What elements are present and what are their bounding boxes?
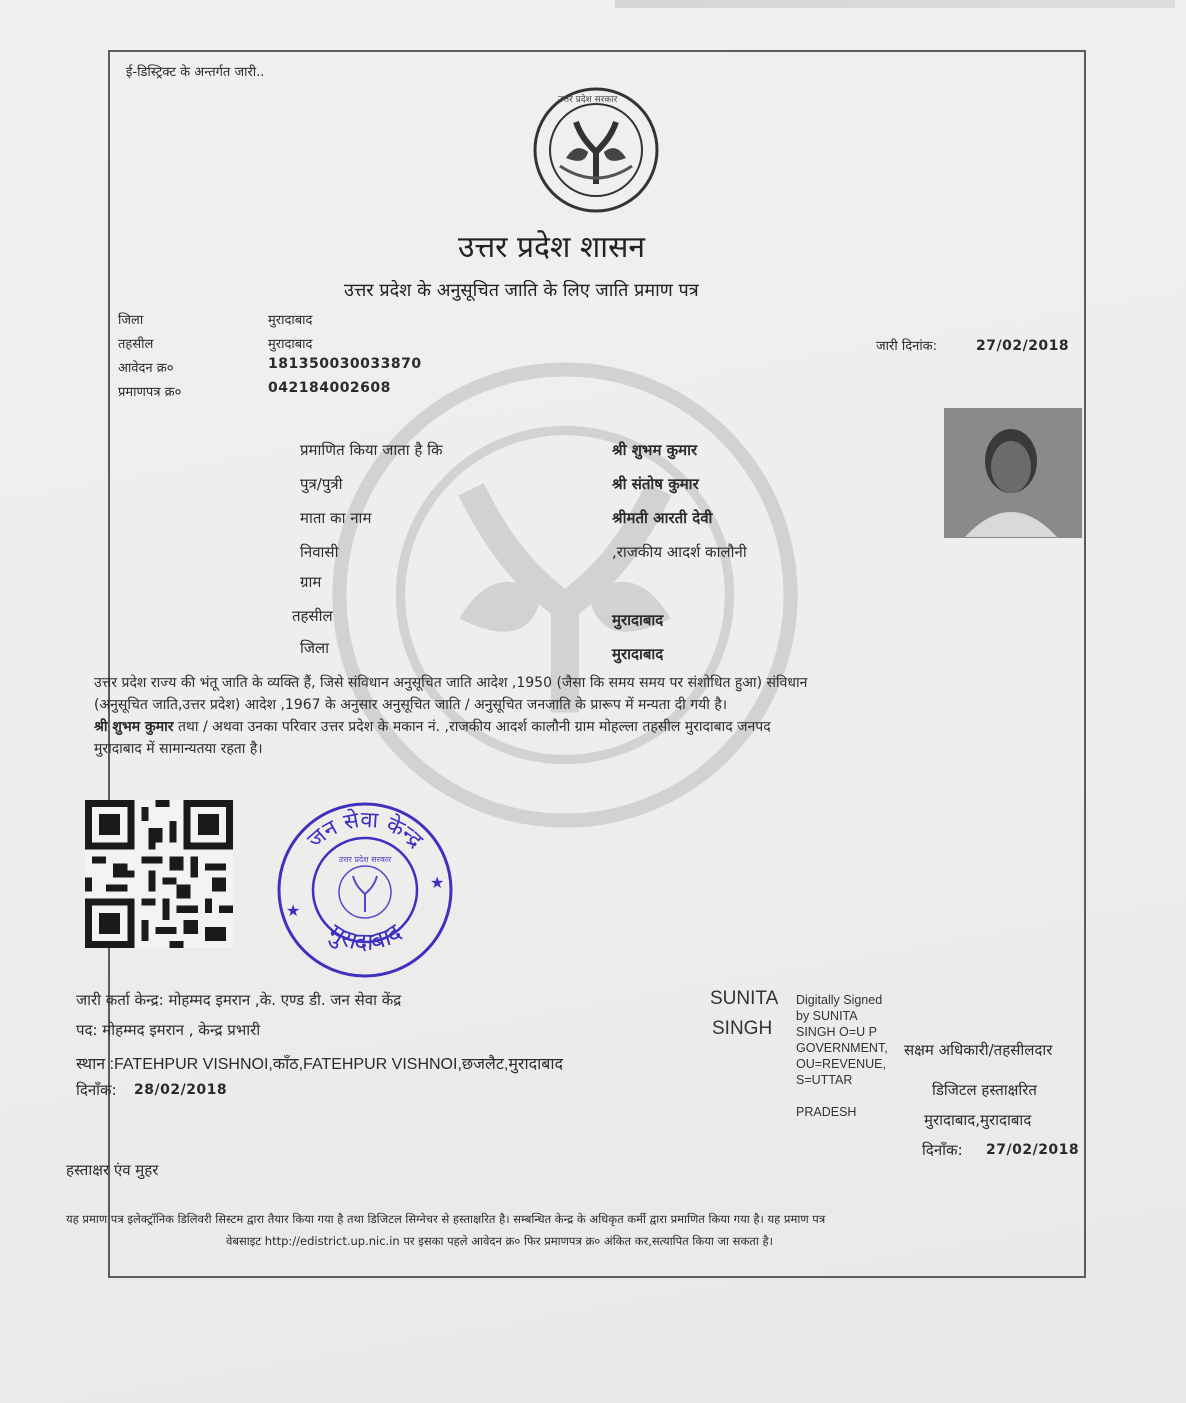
svg-text:जन सेवा केन्द्र bbox=[303, 807, 427, 854]
emblem-text: उत्तर प्रदेश सरकार bbox=[558, 95, 618, 105]
application-number: 181350030033870 bbox=[268, 356, 422, 372]
footer-line: यह प्रमाण पत्र इलेक्ट्रॉनिक डिलिवरी सिस्टम द्वारा तैयार किया गया है तथा डिजिटल सिग्नेचर से हस्ताक्षरित है। सम्बन्धित केन्द्र के अधिकृत कर्मी द्वारा प्रमाणित किया गया है। यह प्रमाण पत्र bbox=[66, 1212, 826, 1226]
tehsil-label: तहसील bbox=[118, 337, 154, 352]
up-government-emblem bbox=[532, 86, 660, 214]
qr-code bbox=[82, 800, 236, 948]
body-line: उत्तर प्रदेश राज्य की भंतू जाति के व्यक्ति हैं, जिसे संविधान अनुसूचित जाति आदेश ,1950 (जैसा कि समय समय पर संशोधित हुआ) संविधान bbox=[94, 675, 808, 691]
digital-sign-line: S=UTTAR bbox=[796, 1073, 853, 1087]
certificate-body bbox=[94, 672, 1094, 760]
digital-sign-line: PRADESH bbox=[796, 1105, 857, 1119]
competent-authority: सक्षम अधिकारी/तहसीलदार bbox=[904, 1041, 1053, 1059]
detail-label: तहसील bbox=[292, 607, 333, 625]
application-label: आवेदन क्र० bbox=[118, 361, 174, 376]
body-line: (अनुसूचित जाति,उत्तर प्रदेश) आदेश ,1967 के अनुसार अनुसूचित जाति / अनुसूचित जनजाति के प्रारूप में मन्यता दी गयी है। bbox=[94, 697, 728, 713]
issuer-date: 28/02/2018 bbox=[134, 1082, 228, 1098]
detail-label: माता का नाम bbox=[300, 509, 372, 527]
sign-seal-label: हस्ताक्षर एंव मुहर bbox=[66, 1161, 159, 1179]
digital-sign-line: SINGH O=U P bbox=[796, 1025, 877, 1039]
stamp-bottom-text: मुरादाबाद bbox=[323, 918, 407, 957]
district-value: मुरादाबाद bbox=[268, 313, 313, 328]
background-print-strip bbox=[615, 0, 1175, 8]
issuer-date-label: दिनाँक: bbox=[76, 1081, 117, 1099]
issuing-center: जारी कर्ता केन्द्र: मोहम्मद इमरान ,के. एण्ड डी. जन सेवा केंद्र bbox=[76, 991, 402, 1009]
body-line-rest: तथा / अथवा उनका परिवार उत्तर प्रदेश के मकान नं. ,राजकीय आदर्श कालौनी ग्राम मोहल्ला तहसील मुरादाबाद जनपद bbox=[173, 719, 771, 735]
detail-label: पुत्र/पुत्री bbox=[300, 475, 343, 493]
tehsil-detail-value: मुरादाबाद bbox=[612, 611, 664, 629]
detail-label: निवासी bbox=[300, 543, 339, 561]
digital-sign-line: GOVERNMENT, bbox=[796, 1041, 888, 1055]
body-line bbox=[94, 716, 1094, 738]
footer-line: वेबसाइट http://edistrict.up.nic.in पर इसका पहले आवेदन क्र० फिर प्रमाणपत्र क्र० अंकित कर,सत्यापित किया जा सकता है। bbox=[226, 1234, 773, 1248]
person-photo-icon bbox=[945, 409, 1081, 537]
residence-value: ,राजकीय आदर्श कालौनी bbox=[612, 543, 747, 561]
stamp-top-text: जन सेवा केन्द्र bbox=[303, 807, 428, 854]
digital-sign-line: OU=REVENUE, bbox=[796, 1057, 886, 1071]
stamp-star-icon: ★ bbox=[430, 873, 445, 892]
mother-name: श्रीमती आरती देवी bbox=[612, 509, 713, 527]
detail-label: ग्राम bbox=[300, 573, 322, 591]
body-line: मुरादाबाद में सामान्यतया रहता है। bbox=[94, 741, 263, 757]
district-detail-value: मुरादाबाद bbox=[612, 645, 664, 663]
tehsil-value: मुरादाबाद bbox=[268, 337, 313, 352]
signer-date-label: दिनाँक: bbox=[922, 1141, 963, 1159]
certificate-label: प्रमाणपत्र क्र० bbox=[118, 385, 182, 400]
page-title: उत्तर प्रदेश शासन bbox=[458, 230, 646, 265]
digital-signature-block bbox=[796, 992, 888, 1120]
digitally-signed-label: डिजिटल हस्ताक्षरित bbox=[932, 1081, 1037, 1099]
page-subtitle: उत्तर प्रदेश के अनुसूचित जाति के लिए जाति प्रमाण पत्र bbox=[344, 280, 699, 301]
certificate-number: 042184002608 bbox=[268, 380, 391, 396]
father-name: श्री संतोष कुमार bbox=[612, 475, 699, 493]
body-name: श्री शुभम कुमार bbox=[94, 719, 174, 735]
signer-name-line2: SINGH bbox=[712, 1018, 773, 1039]
stamp-inner-text: उत्तर प्रदेश सरकार bbox=[338, 855, 392, 864]
issuer-place: स्थान :FATEHPUR VISHNOI,काँठ,FATEHPUR VISHNOI,छजलैट,मुरादाबाद bbox=[76, 1056, 564, 1073]
certificate-footer bbox=[66, 1208, 1126, 1252]
stamp-star-icon: ★ bbox=[286, 901, 301, 920]
applicant-name: श्री शुभम कुमार bbox=[612, 441, 698, 459]
detail-label: जिला bbox=[300, 639, 330, 657]
detail-label: प्रमाणित किया जाता है कि bbox=[300, 441, 443, 459]
issue-date-label: जारी दिनांक: bbox=[876, 339, 938, 354]
district-label: जिला bbox=[118, 313, 144, 328]
digital-sign-line: Digitally Signed bbox=[796, 993, 883, 1007]
svg-text:मुरादाबाद bbox=[323, 918, 407, 956]
issued-under-text: ई-डिस्ट्रिक्ट के अन्तर्गत जारी.. bbox=[126, 65, 265, 80]
jan-seva-kendra-stamp bbox=[270, 800, 460, 980]
issue-date: 27/02/2018 bbox=[976, 338, 1070, 354]
signer-date: 27/02/2018 bbox=[986, 1142, 1080, 1158]
issuer-post: पद: मोहम्मद इमरान , केन्द्र प्रभारी bbox=[76, 1021, 261, 1039]
signer-name-line1: SUNITA bbox=[710, 988, 779, 1009]
signer-location: मुरादाबाद,मुरादाबाद bbox=[924, 1111, 1032, 1129]
applicant-photo bbox=[944, 408, 1082, 538]
digital-sign-line: by SUNITA bbox=[796, 1009, 858, 1023]
